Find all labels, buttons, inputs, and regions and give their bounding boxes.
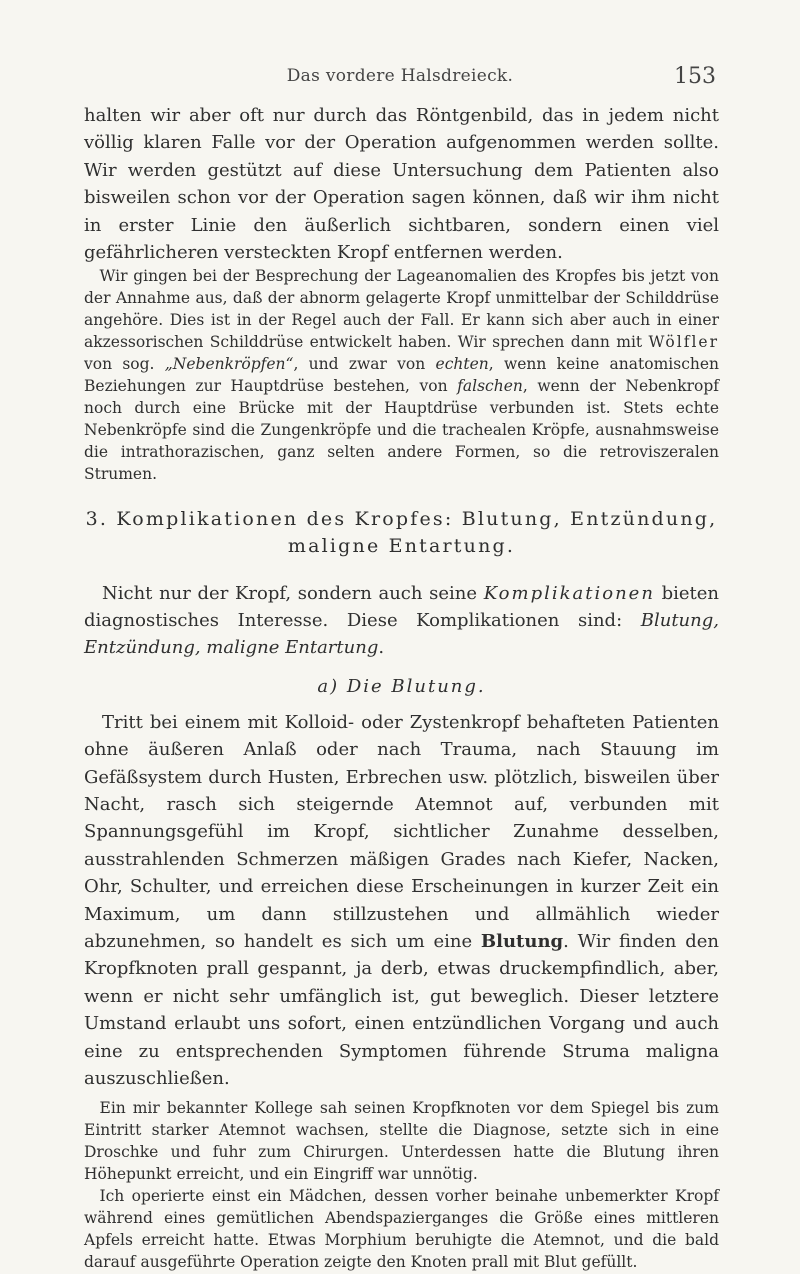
term-komplikationen: Komplikationen — [483, 582, 655, 604]
term-blutung: Blutung — [480, 930, 564, 952]
text-run: Tritt bei einem mit Kolloid- oder Zystenkropf behafteten Patienten ohne äußeren Anlaß oder nach Trauma, nach Stauung im Gefäßsystem durch Husten, Erbrechen usw. plötzlich, bisweilen über Nacht, rasch sich steigernde Atemnot auf, verbunden mit Spannungsgefühl im Kropf, sichtlicher Zunahme desselben, ausstrahlenden Schmerzen mäßigen Grades nach Kiefer, Nacken, Ohr, Schulter, und erreichen diese Erscheinungen in kurzer Zeit ein Maximum, um dann stillzustehen und allmählich wieder abzunehmen, so handelt es sich um eine — [84, 711, 719, 952]
paragraph-komplikationen — [84, 580, 719, 662]
text-run: Nicht nur der Kropf, sondern auch seine — [102, 582, 484, 604]
text-run: von sog. — [84, 355, 165, 374]
running-title: Das vordere Halsdreieck. — [286, 66, 514, 86]
section-heading: 3. Komplikationen des Kropfes: Blutung, Entzündung, maligne Entartung. — [85, 507, 718, 557]
text-run: . Wir finden den Kropfknoten prall gespannt, ja derb, etwas druckempfindlich, aber, wenn er nicht sehr umfänglich ist, gut beweglich. Dieser letztere Umstand erlaubt uns sofort, einen entzündlichen Vorgang und auch eine zu entsprechenden Symptomen führende Struma maligna auszuschließen. — [84, 930, 719, 1089]
subsection-letter: a) — [317, 675, 340, 697]
page-number: 153 — [674, 64, 716, 89]
paragraph-case-girl: Ich operierte einst ein Mädchen, dessen vorher beinahe unbemerkter Kropf während eines gemütlichen Abendspazierganges die Größe eines mittleren Apfels erreicht hatte. Etwas Morphium beruhigte die Atemnot, und die bald darauf ausgeführte Operation zeigte den Knoten prall mit Blut gefüllt. — [84, 1187, 719, 1271]
text-run: , wenn keine anatomischen Beziehungen zur Hauptdrüse bestehen, von — [84, 355, 720, 395]
paragraph-case-colleague: Ein mir bekannter Kollege sah seinen Kropfknoten vor dem Spiegel bis zum Eintritt starker Atemnot wachsen, stellte die Diagnose, setzte sich in eine Droschke und fuhr zum Chirurgen. Unterdessen hatte die Blutung ihren Höhepunkt erreicht, und ein Eingriff war unnötig. — [84, 1099, 719, 1184]
text-run: . — [378, 637, 385, 659]
subsection-heading — [84, 676, 719, 697]
term-echten: echten — [435, 355, 489, 374]
subsection-title: Die Blutung. — [346, 675, 486, 697]
text-run: Wir gingen bei der Besprechung der Lageanomalien des Kropfes bis jetzt von der Annahme aus, daß der abnorm gelagerte Kropf unmittelbar der Schilddrüse angehöre. Dies ist in der Regel auch der Fall. Er kann sich aber auch in einer akzessorischen Schilddrüse entwickelt haben. Wir sprechen dann mit — [84, 267, 719, 352]
running-header — [0, 66, 800, 96]
complication-list: Blutung, Entzündung, maligne Entartung — [84, 609, 719, 659]
text-run: , und zwar von — [293, 355, 436, 374]
page-body — [84, 102, 719, 1274]
paragraph-blutung — [84, 709, 719, 1093]
term-falschen: falschen — [457, 376, 523, 395]
author-name: Wölfler — [648, 333, 719, 352]
text-run: bieten diagnostisches Interesse. Diese Komplikationen sind: — [84, 582, 719, 631]
paragraph-nebenkroepfe — [84, 266, 719, 485]
paragraph-continuation: halten wir aber oft nur durch das Röntgenbild, das in jedem nicht völlig klaren Falle vor der Operation aufgenommen werden sollte. Wir werden gestützt auf diese Untersuchung dem Patienten also bisweilen schon vor der Operation sagen können, daß wir ihm nicht in erster Linie den äußerlich sichtbaren, sondern einen viel gefährlicheren versteckten Kropf entfernen werden. — [84, 105, 719, 264]
term-nebenkroepfe: „Nebenkröpfen“ — [164, 355, 294, 374]
text-run: , wenn der Nebenkropf noch durch eine Brücke mit der Hauptdrüse verbunden ist. Stets echte Nebenkröpfe sind die Zungenkröpfe und die trachealen Kröpfe, ausnahmsweise die intrathorazischen, ganz selten andere Formen, so die retroviszeralen Strumen. — [84, 376, 719, 483]
